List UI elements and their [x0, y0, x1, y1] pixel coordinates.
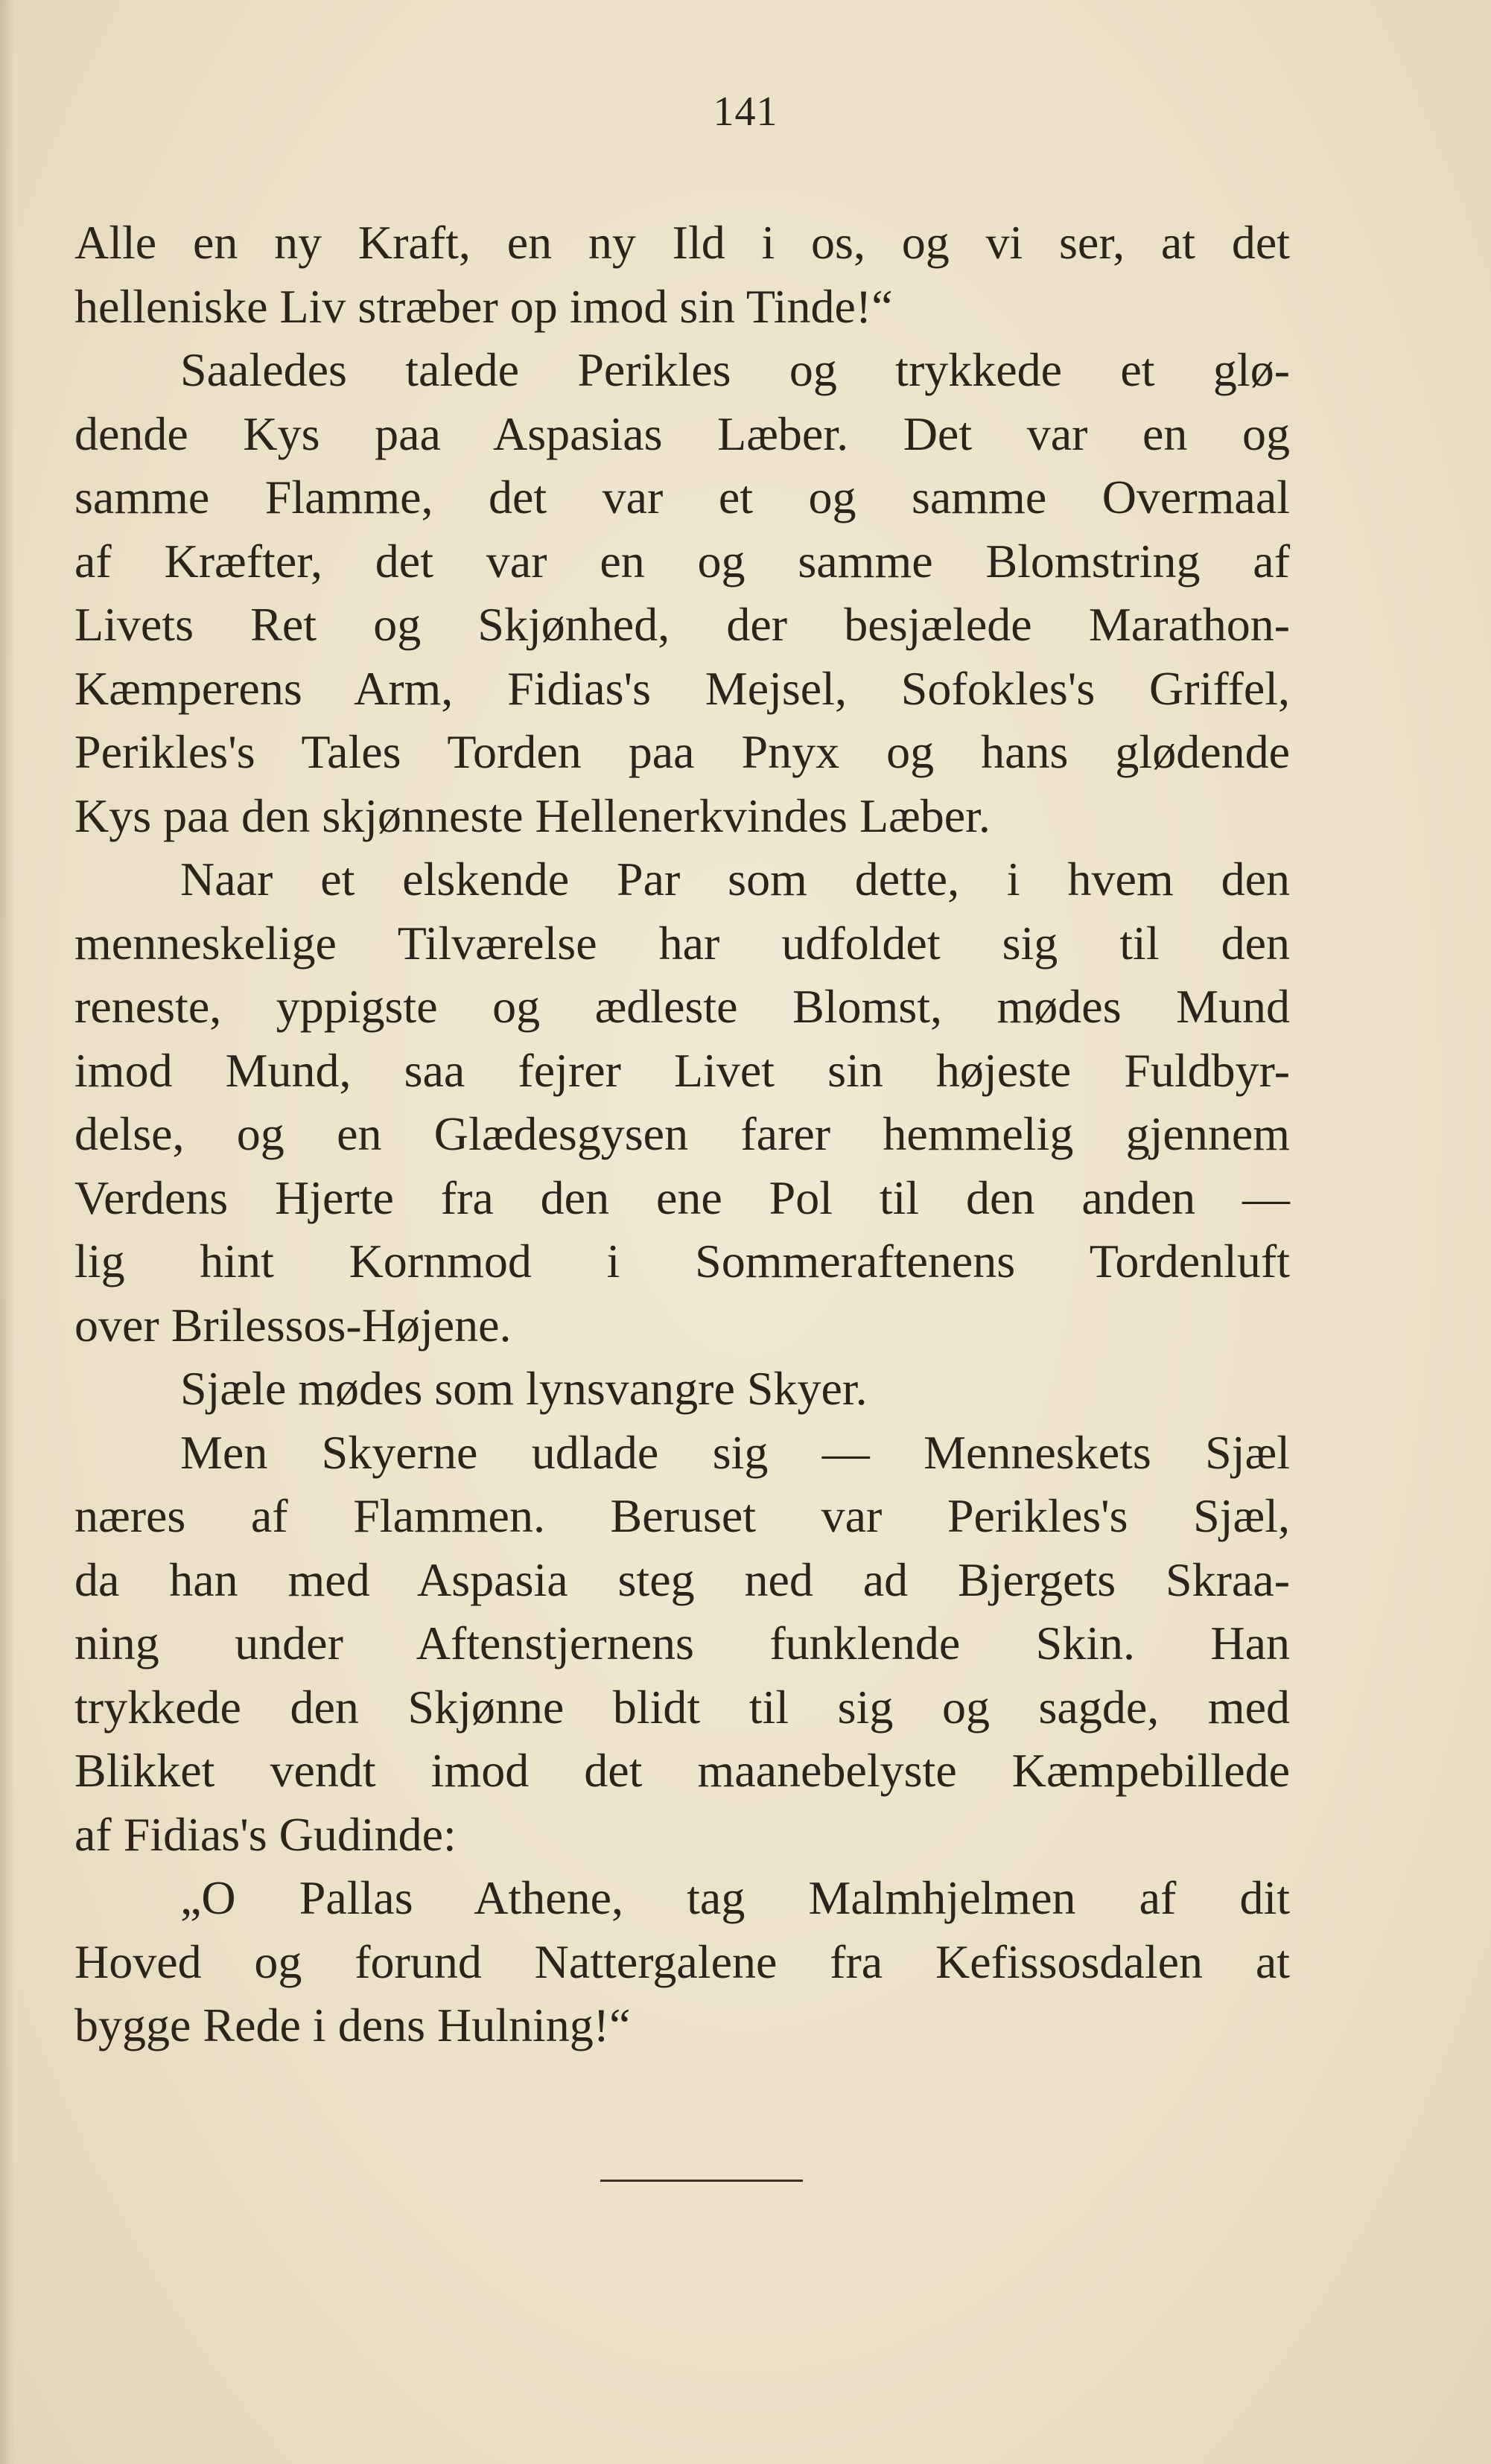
text-line: Saaledes talede Perikles og trykkede et glø- — [180, 343, 1290, 396]
text-line: bygge Rede i dens Hulning!“ — [74, 1999, 631, 2051]
text-line: Sjæle mødes som lynsvangre Skyer. — [180, 1362, 868, 1415]
text-line: Men Skyerne udlade sig — Menneskets Sjæl — [180, 1425, 1290, 1479]
text-line: reneste, yppigste og ædleste Blomst, mødes Mund — [74, 980, 1290, 1033]
text-line: imod Mund, saa fejrer Livet sin højeste Fuldbyr- — [74, 1043, 1290, 1097]
text-line: af Kræfter, det var en og samme Blomstring af — [74, 534, 1290, 588]
text-line: delse, og en Glædesgysen farer hemmelig gjennem — [74, 1107, 1290, 1160]
text-line: Livets Ret og Skjønhed, der besjælede Marathon- — [74, 598, 1290, 651]
body-text — [74, 211, 1290, 2057]
text-line: menneskelige Tilværelse har udfoldet sig til den — [74, 916, 1290, 970]
text-line: trykkede den Skjønne blidt til sig og sagde, med — [74, 1680, 1290, 1734]
text-line: Verdens Hjerte fra den ene Pol til den anden — — [74, 1171, 1290, 1224]
text-line: Blikket vendt imod det maanebelyste Kæmpebillede — [74, 1744, 1290, 1797]
text-line: Kæmperens Arm, Fidias's Mejsel, Sofokles's Griffel, — [74, 661, 1290, 715]
text-line: ning under Aftenstjernens funklende Skin. Han — [74, 1617, 1290, 1669]
text-line: helleniske Liv stræber op imod sin Tinde!“ — [74, 279, 893, 333]
text-line: Alle en ny Kraft, en ny Ild i os, og vi ser, at det — [74, 216, 1290, 269]
text-line: af Fidias's Gudinde: — [74, 1807, 457, 1861]
text-line: „O Pallas Athene, tag Malmhjelmen af dit — [180, 1871, 1290, 1924]
text-line: dende Kys paa Aspasias Læber. Det var en og — [74, 407, 1290, 460]
page-number: 141 — [713, 89, 778, 135]
section-divider-rule — [600, 2180, 803, 2182]
page-edge-shadow — [0, 0, 15, 2464]
text-line: Kys paa den skjønneste Hellenerkvindes Læber. — [74, 789, 991, 842]
text-line: lig hint Kornmod i Sommeraftenens Tordenluft — [74, 1235, 1290, 1287]
text-line: da han med Aspasia steg ned ad Bjergets Skraa- — [74, 1553, 1290, 1606]
text-line: Naar et elskende Par som dette, i hvem den — [180, 853, 1290, 905]
text-line: over Brilessos-Højene. — [74, 1298, 512, 1352]
text-line: næres af Flammen. Beruset var Perikles's Sjæl, — [74, 1489, 1290, 1542]
text-line: samme Flamme, det var et og samme Overmaal — [74, 471, 1290, 523]
text-line: Hoved og forund Nattergalene fra Kefissosdalen at — [74, 1935, 1290, 1988]
text-line: Perikles's Tales Torden paa Pnyx og hans glødende — [74, 725, 1290, 778]
